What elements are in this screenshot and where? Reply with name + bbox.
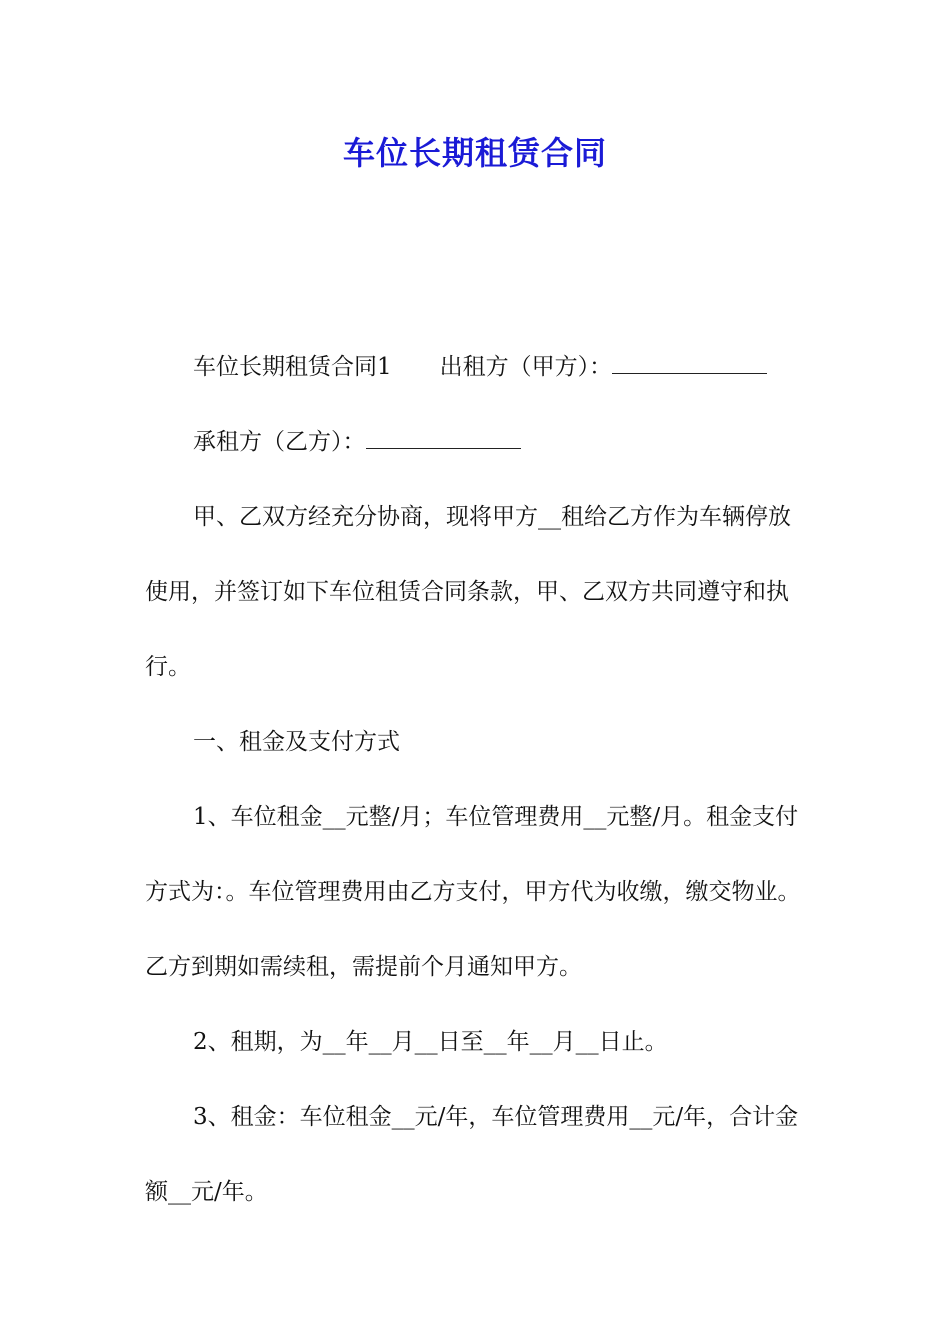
clause-3: 3、租金：车位租金__元/年，车位管理费用__元/年，合计金额__元/年。 — [145, 1104, 799, 1205]
clause-2: 2、租期，为__年__月__日至__年__月__日止。 — [193, 1029, 668, 1055]
lessor-blank — [612, 350, 767, 374]
header-line — [145, 330, 810, 405]
document-title: 车位长期租赁合同 — [342, 134, 607, 172]
intro-paragraph: 甲、乙双方经充分协商，现将甲方__租给乙方作为车辆停放使用，并签订如下车位租赁合同条款，甲、乙双方共同遵守和执行。 — [145, 504, 791, 680]
section1-heading: 一、租金及支付方式 — [193, 729, 400, 755]
document-body — [145, 330, 810, 1230]
clause-1: 1、车位租金__元整/月；车位管理费用__元整/月。租金支付方式为：。车位管理费用由乙方支付，甲方代为收缴，缴交物业。乙方到期如需续租，需提前个月通知甲方。 — [145, 804, 801, 980]
lessee-blank — [366, 425, 521, 449]
lessee-line — [145, 405, 810, 480]
lessor-label: 出租方（甲方）： — [439, 354, 613, 380]
lessee-label: 承租方（乙方）： — [193, 429, 366, 455]
contract-label: 车位长期租赁合同1 — [193, 354, 392, 380]
